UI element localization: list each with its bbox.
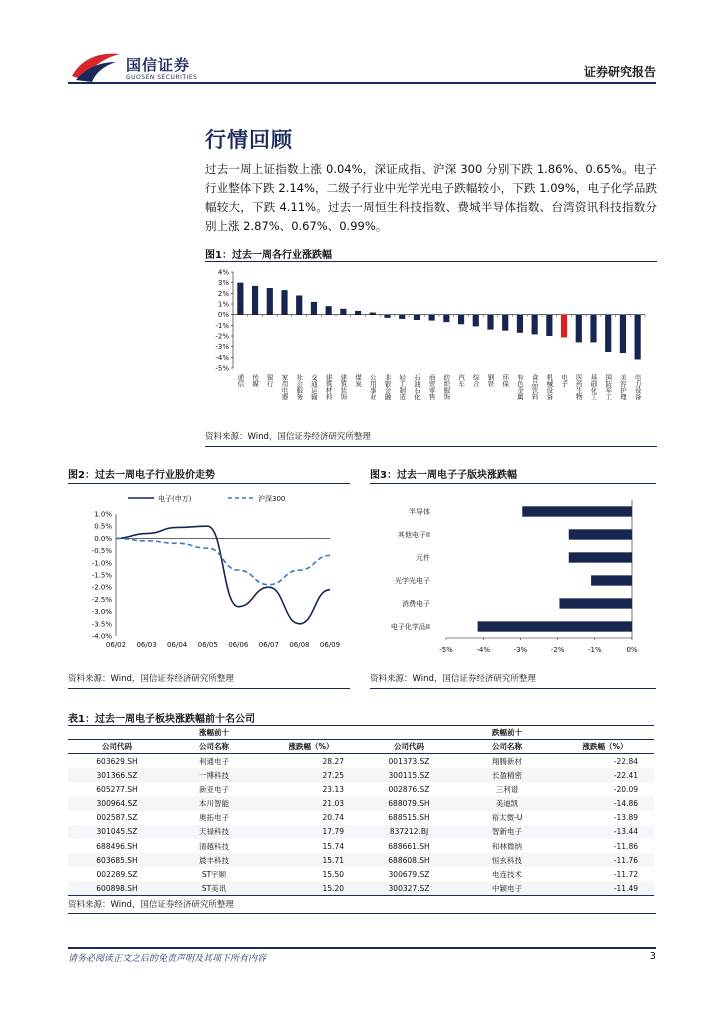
y-tick-label: -3.0% — [91, 608, 112, 617]
subsector-bar — [559, 598, 632, 608]
table-cell: 002876.SZ — [388, 784, 430, 794]
table-cell: 电连技术 — [492, 869, 522, 879]
table-cell: 837212.BJ — [389, 827, 429, 837]
industry-label: 交通运输 — [309, 374, 318, 400]
table-cell: -11.72 — [613, 869, 638, 879]
table-cell: 天禄科技 — [199, 827, 229, 837]
fig2-bottom-rule — [68, 688, 350, 689]
y-tick-label: -4.0% — [91, 632, 112, 641]
x-tick-label: 06/07 — [258, 641, 279, 649]
industry-label: 纺织服饰 — [442, 374, 451, 400]
y-tick-label: 0% — [217, 311, 229, 320]
table-cell: 605277.SH — [96, 784, 138, 794]
table-cell: -13.89 — [613, 813, 638, 823]
table-row — [68, 796, 654, 810]
industry-bar — [252, 286, 258, 315]
industry-label: 电子 — [560, 374, 569, 387]
fig1-title: 图1：过去一周各行业涨跌幅 — [205, 250, 332, 261]
subsector-bar — [569, 529, 632, 539]
industry-label: 国防军工 — [604, 374, 613, 400]
industry-label: 美容护理 — [618, 374, 627, 400]
x-tick-label: -5% — [439, 646, 453, 654]
col-header: 涨跌幅（%） — [288, 742, 334, 752]
x-tick-label: -4% — [476, 646, 491, 654]
table-cell: -20.09 — [613, 784, 638, 794]
table-cell: ST宇顺 — [201, 869, 227, 879]
fig1-bottom-rule — [205, 446, 657, 447]
table-cell: 27.25 — [322, 770, 344, 780]
industry-bar — [296, 295, 302, 314]
subsector-label: 元件 — [416, 554, 430, 562]
industry-label: 非银金融 — [383, 374, 392, 400]
table-cell: 美迪凯 — [495, 799, 519, 809]
table-row — [68, 768, 654, 782]
table-cell: 新亚电子 — [199, 784, 229, 794]
industry-bar — [443, 315, 449, 322]
legend-label: 电子(申万) — [158, 495, 192, 503]
table-cell: 一博科技 — [199, 770, 229, 780]
table1-source: 资料来源：Wind，国信证券经济研究所整理 — [68, 900, 234, 910]
industry-bar — [620, 315, 626, 353]
table-cell: -13.44 — [613, 827, 638, 837]
table-cell: 20.74 — [322, 813, 344, 823]
industry-bar — [326, 306, 332, 315]
y-tick-label: 0.5% — [94, 522, 112, 531]
industry-label: 食品饮料 — [530, 374, 539, 400]
industry-bar — [281, 290, 287, 315]
x-tick-label: -3% — [513, 646, 528, 654]
industry-bar — [399, 315, 405, 319]
table-cell: -11.76 — [613, 855, 638, 865]
industry-bar — [458, 315, 464, 325]
table-cell: 晨丰科技 — [199, 855, 229, 865]
subsector-label: 半导体 — [409, 508, 430, 516]
table-row — [68, 754, 654, 768]
page-number: 3 — [649, 951, 656, 962]
table1-wrapper — [68, 725, 654, 896]
industry-label: 轻工制造 — [398, 374, 407, 400]
table1-bottom-rule — [68, 913, 656, 914]
col-header: 公司代码 — [394, 742, 424, 752]
industry-label: 建筑装饰 — [339, 374, 348, 400]
gain-header: 涨幅前十 — [68, 726, 360, 740]
y-tick-label: -2% — [215, 332, 229, 341]
table-cell: 300964.SZ — [96, 799, 138, 809]
industry-label: 机械设备 — [545, 374, 554, 400]
table-cell: -14.86 — [613, 799, 638, 809]
top10-table-body — [68, 754, 654, 896]
industry-bar — [429, 315, 435, 321]
top10-table — [68, 725, 654, 896]
table-cell: 21.03 — [322, 799, 344, 809]
table-cell: 001373.SZ — [388, 756, 430, 766]
guosen-logo-icon — [70, 50, 122, 84]
industry-label: 综合 — [471, 374, 480, 387]
industry-label: 电力设备 — [633, 374, 642, 400]
table-cell: 本川智能 — [199, 799, 229, 809]
industry-bar — [502, 315, 508, 331]
industry-bar — [340, 309, 346, 315]
subsector-bar — [522, 506, 632, 516]
x-tick-label: 0% — [626, 646, 638, 654]
industry-label: 钢铁 — [486, 374, 495, 387]
table-cell: 28.27 — [322, 756, 344, 766]
industry-bar — [355, 311, 361, 315]
y-tick-label: 1% — [217, 300, 229, 309]
table-cell: -22.41 — [613, 770, 638, 780]
industry-bar — [487, 315, 493, 330]
y-tick-label: 2% — [217, 289, 229, 298]
table-cell: 002289.SZ — [96, 869, 138, 879]
table-row — [68, 825, 654, 839]
y-tick-label: -1.0% — [91, 559, 112, 568]
industry-label: 商贸零售 — [427, 374, 436, 400]
y-tick-label: -5% — [215, 364, 229, 372]
industry-bar — [576, 315, 582, 343]
y-tick-label: -0.5% — [91, 547, 112, 556]
industry-label: 环保 — [501, 374, 510, 387]
table-row — [68, 839, 654, 853]
y-tick-label: -3.5% — [91, 620, 112, 629]
table-cell: -22.84 — [613, 756, 638, 766]
x-tick-label: 06/05 — [197, 641, 218, 649]
table-row — [68, 811, 654, 825]
industry-label: 建筑材料 — [324, 374, 333, 400]
header — [0, 0, 724, 90]
table-cell: 15.20 — [322, 883, 344, 893]
industry-label: 有色金属 — [515, 374, 524, 400]
industry-label: 公用事业 — [368, 374, 377, 400]
y-tick-label: -1.5% — [91, 571, 112, 580]
table-cell: 002587.SZ — [96, 813, 138, 823]
subsector-label: 消费电子 — [402, 600, 430, 608]
table-cell: 恒玄科技 — [492, 855, 522, 865]
table-cell: -11.49 — [613, 883, 638, 893]
industry-bar — [370, 313, 376, 315]
x-tick-label: -1% — [587, 646, 602, 654]
y-tick-label: 0.0% — [94, 534, 112, 543]
table-cell: 300115.SZ — [388, 770, 430, 780]
x-tick-label: -2% — [550, 646, 565, 654]
industry-label: 社会服务 — [295, 374, 304, 400]
industry-bar — [267, 288, 273, 315]
table-row — [68, 867, 654, 881]
col-header: 公司名称 — [199, 742, 229, 752]
subsector-bar — [478, 621, 632, 631]
subsector-change-hbar-chart — [370, 492, 656, 662]
table-cell: 301366.SZ — [96, 770, 138, 780]
industry-bar — [384, 315, 390, 318]
table-cell: 清越科技 — [199, 841, 229, 851]
fig1-top-rule — [205, 261, 657, 262]
logo-text: 国信证券 — [126, 56, 191, 74]
industry-bar — [311, 302, 317, 315]
industry-category-labels — [205, 374, 657, 424]
col-header: 涨跌幅（%） — [582, 742, 628, 752]
series-line — [116, 538, 330, 584]
fig3-title: 图3：过去一周电子子版块涨跌幅 — [370, 470, 517, 481]
table-cell: ST美讯 — [201, 883, 227, 893]
fig2-source: 资料来源：Wind，国信证券经济研究所整理 — [68, 674, 234, 684]
table-cell: 奥拓电子 — [199, 813, 229, 823]
table-cell: 301045.SZ — [96, 827, 138, 837]
fig3-top-rule — [370, 483, 656, 484]
industry-bar — [237, 283, 243, 315]
industry-label: 汽车 — [457, 374, 466, 387]
industry-label: 家用电器 — [280, 374, 289, 400]
subsector-label: 光学光电子 — [395, 577, 430, 585]
industry-label: 传媒 — [251, 374, 260, 387]
y-tick-label: 3% — [217, 279, 229, 288]
industry-bar — [517, 315, 523, 333]
industry-bar — [590, 315, 596, 343]
table-cell: -11.86 — [613, 841, 638, 851]
x-tick-label: 06/03 — [136, 641, 157, 649]
report-type: 证券研究报告 — [583, 65, 656, 79]
industry-bar — [635, 315, 641, 360]
table-cell: 15.74 — [322, 841, 344, 851]
fig1-source: 资料来源：Wind，国信证券经济研究所整理 — [205, 432, 371, 442]
table-cell: 603685.SH — [96, 855, 138, 865]
table-cell: 翔腾新材 — [492, 756, 522, 766]
table-cell: 300679.SZ — [388, 869, 430, 879]
table-cell: 三利谱 — [495, 784, 519, 794]
fig2-top-rule — [68, 483, 350, 484]
table-row — [68, 882, 654, 896]
table-cell: 17.79 — [322, 827, 344, 837]
industry-label: 银行 — [265, 374, 274, 387]
industry-label: 煤炭 — [354, 374, 363, 387]
industry-bar — [414, 315, 420, 320]
legend-label: 沪深300 — [258, 495, 286, 503]
table-cell: 裕太微-U — [491, 813, 523, 823]
table-cell: 智新电子 — [492, 827, 522, 837]
x-tick-label: 06/06 — [228, 641, 249, 649]
y-tick-label: -3% — [215, 343, 229, 352]
table-cell: 688496.SH — [96, 841, 138, 851]
subsector-label: 其他电子II — [397, 531, 430, 539]
table1-title: 表1：过去一周电子板块涨跌幅前十名公司 — [68, 714, 255, 725]
industry-bar — [561, 315, 567, 338]
fig2-title: 图2：过去一周电子行业股价走势 — [68, 470, 215, 481]
loss-header: 跌幅前十 — [360, 726, 654, 740]
x-tick-label: 06/09 — [319, 641, 341, 649]
table-cell: 和林微纳 — [492, 841, 522, 851]
industry-label: 基础化工 — [589, 374, 598, 400]
y-tick-label: -1% — [215, 321, 229, 330]
industry-label: 医药生物 — [574, 374, 583, 400]
footer-divider — [68, 947, 656, 949]
industry-label: 通信 — [236, 374, 245, 387]
industry-bar — [546, 315, 552, 336]
fig3-source: 资料来源：Wind，国信证券经济研究所整理 — [370, 674, 536, 684]
y-tick-label: -4% — [215, 353, 229, 362]
y-tick-label: -2.0% — [91, 583, 112, 592]
fig3-bottom-rule — [370, 688, 656, 689]
table-cell: 15.71 — [322, 855, 344, 865]
y-tick-label: -2.5% — [91, 595, 112, 604]
x-tick-label: 06/02 — [105, 641, 127, 649]
table-cell: 长盈精密 — [492, 770, 522, 780]
footer-disclaimer: 请务必阅读正文之后的免责声明及其项下所有内容 — [68, 954, 267, 964]
electronics-trend-line-chart — [68, 488, 350, 660]
market-review-paragraph: 过去一周上证指数上涨 0.04%，深证成指、沪深 300 分别下跌 1.86%、0.65%。电子行业整体下跌 2.14%，二级子行业中光学光电子跌幅较小，下跌 1.09%，电子化学品跌幅较大，下跌 4.11%。过去一周恒生科技指数、费城半导体指数、台湾资讯科技指数分别上涨 2.87%、0.67%、0.99%。 — [205, 162, 657, 233]
table-cell: 15.50 — [322, 869, 344, 879]
table-cell: 中颖电子 — [492, 883, 522, 893]
header-divider — [68, 82, 656, 84]
subsector-bar — [591, 575, 632, 585]
subsector-label: 电子化学品II — [390, 623, 430, 631]
industry-bar — [605, 315, 611, 352]
table-row — [68, 782, 654, 796]
logo-subtext: GUOSEN SECURITIES — [126, 74, 198, 81]
table-row — [68, 853, 654, 867]
table-cell: 利通电子 — [199, 756, 229, 766]
table-cell: 688608.SH — [388, 855, 430, 865]
industry-label: 石油石化 — [412, 374, 421, 400]
x-tick-label: 06/04 — [167, 641, 188, 649]
section-title: 行情回顾 — [205, 128, 293, 152]
industry-bar — [473, 315, 479, 327]
table-cell: 603629.SH — [96, 756, 138, 766]
x-tick-label: 06/08 — [289, 641, 310, 649]
col-header: 公司名称 — [492, 742, 522, 752]
table-cell: 600898.SH — [96, 883, 138, 893]
industry-change-bar-chart — [205, 264, 657, 372]
table-cell: 23.13 — [322, 784, 344, 794]
y-tick-label: 1.0% — [94, 510, 112, 519]
subsector-bar — [569, 552, 632, 562]
y-tick-label: 4% — [217, 268, 229, 277]
table-cell: 688079.SH — [388, 799, 430, 809]
table-cell: 688515.SH — [388, 813, 430, 823]
col-header: 公司代码 — [102, 742, 132, 752]
table-cell: 300327.SZ — [388, 883, 430, 893]
industry-bar — [532, 315, 538, 335]
table-cell: 688661.SH — [388, 841, 430, 851]
